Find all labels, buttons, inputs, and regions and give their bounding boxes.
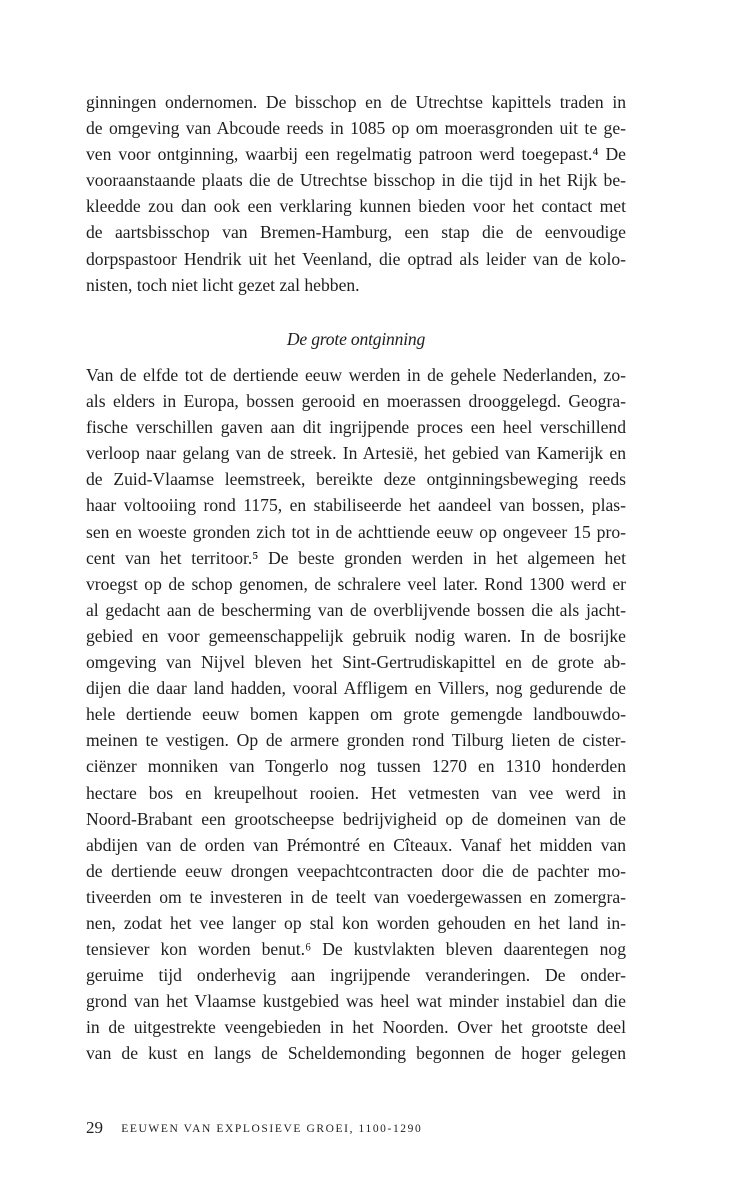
text-line: tiveerden om te investeren in de teelt van voedergewassen en zomergra- bbox=[86, 886, 626, 907]
text-line: abdijen van de orden van Prémontré en Cîteaux. Vanaf het midden van bbox=[86, 834, 626, 855]
text-line: Van de elfde tot de dertiende eeuw werden in de gehele Nederlanden, zo- bbox=[86, 365, 626, 385]
text-line: in de uitgestrekte veengebieden in het Noorden. Over het grootste deel bbox=[86, 1017, 626, 1038]
text-line: tensiever kon worden benut.⁶ De kustvlakten bleven daarentegen nog bbox=[86, 939, 626, 960]
text-line: nisten, toch niet licht gezet zal hebben. bbox=[86, 274, 360, 295]
text-line: cent van het territoor.⁵ De beste gronden werden in het algemeen het bbox=[86, 547, 626, 568]
text-line: kleedde zou dan ook een verklaring kunnen bieden voor het contact met bbox=[86, 196, 626, 217]
text-line: sen en woeste gronden zich tot in de achttiende eeuw op ongeveer 15 pro- bbox=[86, 521, 626, 542]
text-line: grond van het Vlaamse kustgebied was heel wat minder instabiel dan die bbox=[86, 991, 626, 1012]
text-line: al gedacht aan de bescherming van de overblijvende bossen die als jacht- bbox=[86, 599, 626, 620]
text-line: ven voor ontginning, waarbij een regelmatig patroon werd toegepast.⁴ De bbox=[86, 144, 626, 165]
text-line: omgeving van Nijvel bleven het Sint-Gertrudiskapittel en de grote ab- bbox=[86, 652, 626, 673]
running-head: EEUWEN VAN EXPLOSIEVE GROEI, 1100-1290 bbox=[121, 1123, 423, 1135]
text-line: de Zuid-Vlaamse leemstreek, bereikte deze ontginningsbeweging reeds bbox=[86, 469, 626, 490]
page-footer bbox=[86, 1117, 422, 1140]
text-line: Noord-Brabant een grootscheepse bedrijvigheid op de domeinen van de bbox=[86, 808, 626, 829]
text-line: fische verschillen gaven aan dit ingrijpende proces een heel verschillend bbox=[86, 417, 626, 438]
text-line: dorpspastoor Hendrik uit het Veenland, die optrad als leider van de kolo- bbox=[86, 248, 626, 269]
text-line: hele dertiende eeuw bomen kappen om grote gemengde landbouwdo- bbox=[86, 704, 626, 725]
section-heading: De grote ontginning bbox=[286, 329, 426, 349]
paragraph-main bbox=[86, 362, 626, 1067]
text-line: de dertiende eeuw drongen veepachtcontracten door die de pachter mo- bbox=[86, 860, 626, 881]
text-line: verloop naar gelang van de streek. In Artesië, het gebied van Kamerijk en bbox=[86, 443, 626, 464]
text-line: meinen te vestigen. Op de armere gronden rond Tilburg lieten de cister- bbox=[86, 730, 626, 751]
paragraph-continued bbox=[86, 89, 626, 298]
text-line: de aartsbisschop van Bremen-Hamburg, een stap die de eenvoudige bbox=[86, 222, 626, 243]
text-line: als elders in Europa, bossen gerooid en moerassen drooggelegd. Geogra- bbox=[86, 391, 626, 412]
text-line: de omgeving van Abcoude reeds in 1085 op om moerasgronden uit te ge- bbox=[86, 118, 626, 139]
text-line: vroegst op de schop genomen, de schralere veel later. Rond 1300 werd er bbox=[86, 573, 626, 594]
text-line: vooraanstaande plaats die de Utrechtse bisschop in die tijd in het Rijk be- bbox=[86, 170, 626, 191]
text-line: van de kust en langs de Scheldemonding begonnen de hoger gelegen bbox=[86, 1043, 626, 1064]
page-number: 29 bbox=[86, 1118, 103, 1137]
text-line: hectare bos en kreupelhout rooien. Het vetmesten van vee werd in bbox=[86, 782, 626, 803]
text-line: geruime tijd onderhevig aan ingrijpende veranderingen. De onder- bbox=[86, 965, 626, 986]
text-line: nen, zodat het vee langer op stal kon worden gehouden en het land in- bbox=[86, 912, 626, 933]
text-line: gebied en voor gemeenschappelijk gebruik nodig waren. In de bosrijke bbox=[86, 625, 626, 646]
text-line: haar voltooiing rond 1175, en stabiliseerde het aandeel van bossen, plas- bbox=[86, 495, 626, 516]
text-line: ginningen ondernomen. De bisschop en de Utrechtse kapittels traden in bbox=[86, 92, 626, 112]
text-line: ciënzer monniken van Tongerlo nog tussen 1270 en 1310 honderden bbox=[86, 756, 626, 777]
text-line: dijen die daar land hadden, vooral Affligem en Villers, nog gedurende de bbox=[86, 678, 626, 699]
